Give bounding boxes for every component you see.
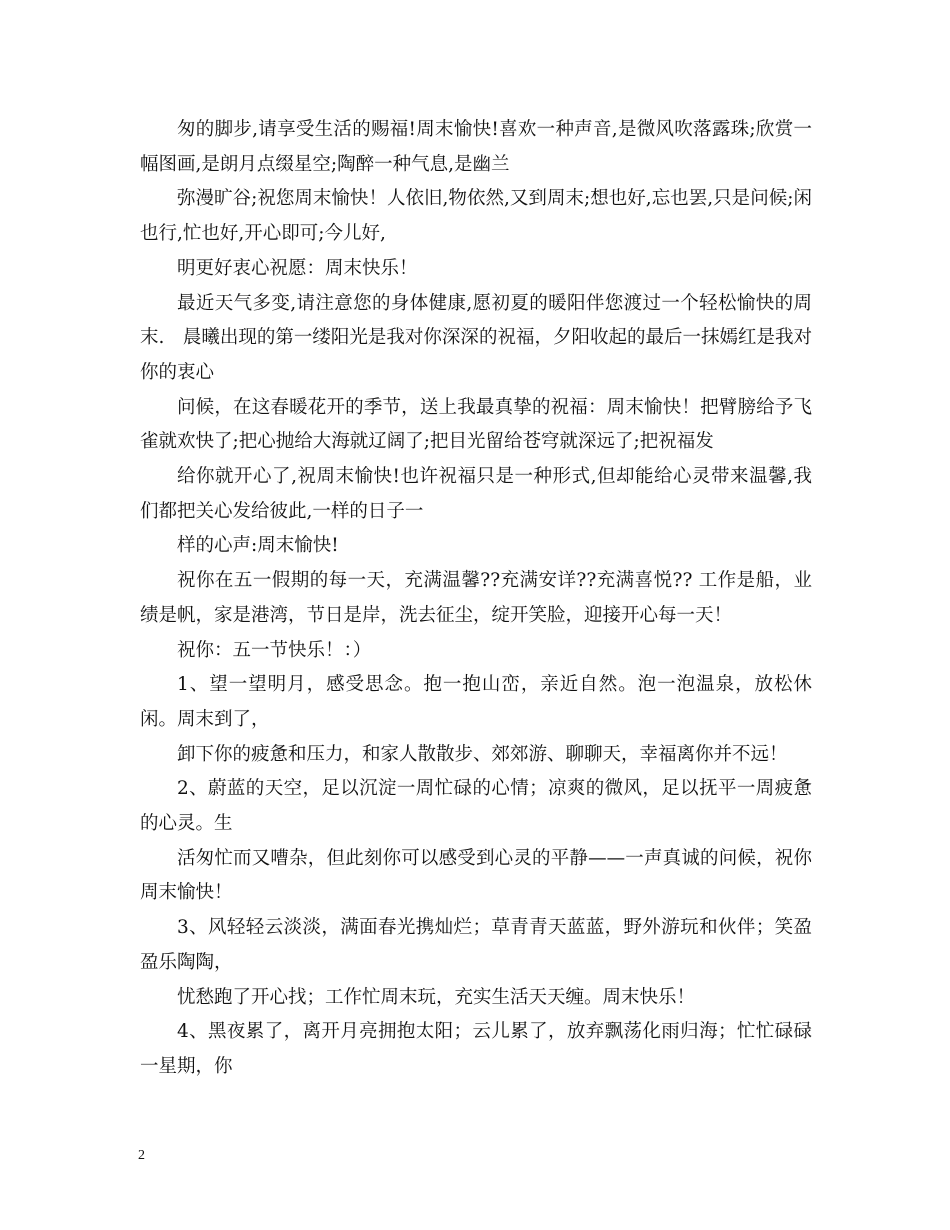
paragraph: 卸下你的疲惫和压力，和家人散散步、郊郊游、聊聊天，幸福离你并不远！ — [177, 743, 788, 765]
paragraph: 祝你在五一假期的每一天，充满温馨??充满安详??充满喜悦?? 工作是船，业绩是帆，家是港湾，节日是岸，洗去征尘，绽开笑脸，迎接开心每一天！ — [140, 570, 812, 626]
paragraph: 问候，在这春暖花开的季节，送上我最真挚的祝福：周末愉快！把臂膀给予飞雀就欢快了;把心抛给大海就辽阔了;把目光留给苍穹就深远了;把祝福发 — [140, 396, 812, 453]
document-body — [140, 113, 812, 1085]
paragraph: 给你就开心了,祝周末愉快!也许祝福只是一种形式,但却能给心灵带来温馨,我们都把关心发给彼此,一样的日子一 — [140, 466, 812, 522]
paragraph: 匆的脚步,请享受生活的赐福!周末愉快!喜欢一种声音,是微风吹落露珠;欣赏一幅图画,是朗月点缀星空;陶醉一种气息,是幽兰 — [140, 119, 812, 175]
paragraph: 1、望一望明月，感受思念。抱一抱山峦，亲近自然。泡一泡温泉，放松休闲。周末到了， — [140, 674, 812, 730]
paragraph: 明更好衷心祝愿：周末快乐！ — [177, 257, 418, 279]
paragraph: 忧愁跑了开心找；工作忙周末玩，充实生活天天缠。周末快乐！ — [177, 986, 696, 1008]
paragraph: 活匆忙而又嘈杂，但此刻你可以感受到心灵的平静——一声真诚的问候，祝你周末愉快！ — [140, 847, 812, 904]
paragraph: 2、蔚蓝的天空，足以沉淀一周忙碌的心情；凉爽的微风，足以抚平一周疲惫的心灵。生 — [140, 778, 812, 835]
paragraph: 3、风轻轻云淡淡，满面春光携灿烂；草青青天蓝蓝，野外游玩和伙伴；笑盈盈乐陶陶， — [140, 917, 812, 973]
paragraph: 样的心声:周末愉快! — [177, 535, 339, 557]
paragraph: 祝你：五一节快乐！：） — [177, 639, 372, 661]
page-number: 2 — [138, 1148, 145, 1163]
paragraph: 4、黑夜累了，离开月亮拥抱太阳；云儿累了，放弃飘荡化雨归海；忙忙碌碌一星期，你 — [140, 1021, 812, 1077]
paragraph: 最近天气多变,请注意您的身体健康,愿初夏的暖阳伴您渡过一个轻松愉快的周末. 晨曦出现的第一缕阳光是我对你深深的祝福，夕阳收起的最后一抹嫣红是我对你的衷心 — [140, 292, 812, 383]
paragraph: 弥漫旷谷;祝您周末愉快！人依旧,物依然,又到周末;想也好,忘也罢,只是问候;闲也行,忙也好,开心即可;今儿好, — [140, 188, 812, 245]
